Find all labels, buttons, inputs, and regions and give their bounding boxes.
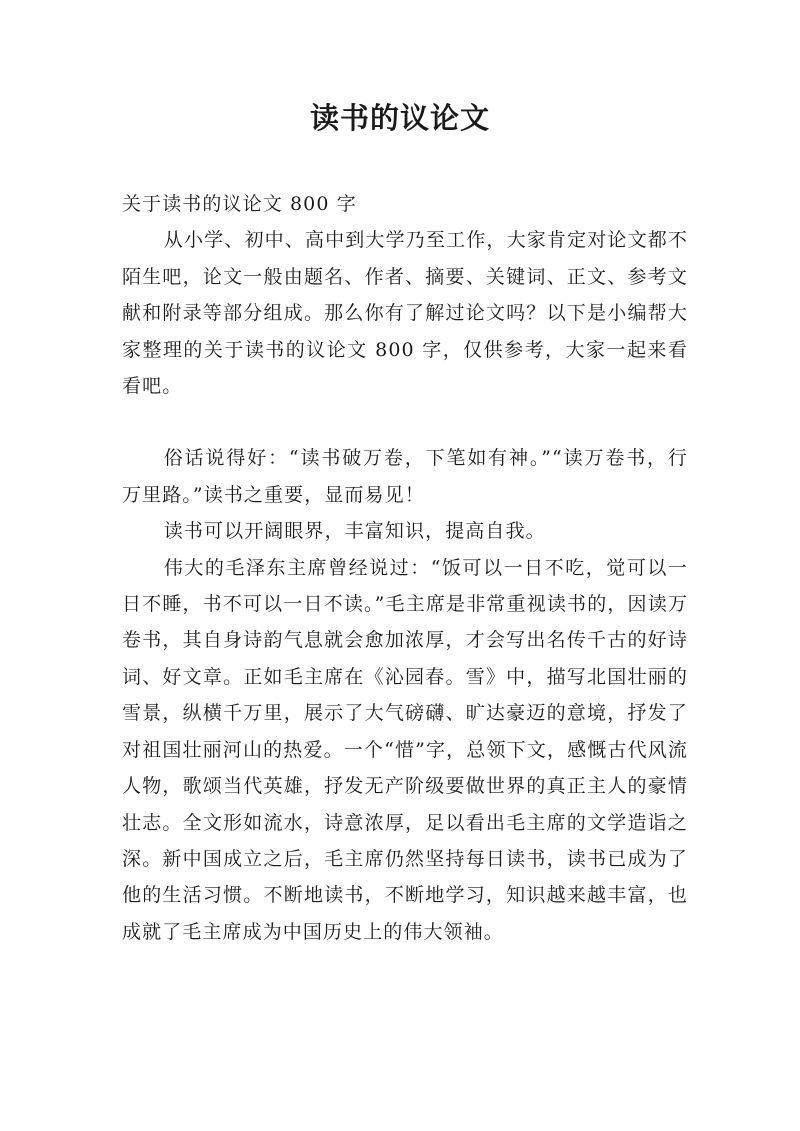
document-body: [122, 186, 688, 950]
paragraph-gap: [122, 404, 688, 440]
paragraph-proverb: 俗话说得好：“读书破万卷，下笔如有神。”“读万卷书，行万里路。”读书之重要，显而易见！: [122, 447, 688, 506]
paragraph-mao: 伟大的毛泽东主席曾经说过：“饭可以一日不吃，觉可以一日不睡，书不可以一日不读。”毛主席是非常重视读书的，因读万卷书，其自身诗韵气息就会愈加浓厚，才会写出名传千古的好诗词、好文章。正如毛主席在《沁园春。雪》中，描写北国壮丽的雪景，纵横千万里，展示了大气磅礴、旷达豪迈的意境，抒发了对祖国壮丽河山的热爱。一个“惜”字，总领下文，感慨古代风流人物，歌颂当代英雄，抒发无产阶级要做世界的真正主人的豪情壮志。全文形如流水，诗意浓厚，足以看出毛主席的文学造诣之深。新中国成立之后，毛主席仍然坚持每日读书，读书已成为了他的生活习惯。不断地读书，不断地学习，知识越来越丰富，也成就了毛主席成为中国历史上的伟大领袖。: [122, 556, 688, 943]
document-title: 读书的议论文: [309, 101, 490, 135]
document-subtitle: 关于读书的议论文 800 字: [122, 193, 357, 215]
paragraph-benefit: 读书可以开阔眼界，丰富知识，提高自我。: [163, 520, 546, 543]
paragraph-intro: 从小学、初中、高中到大学乃至工作，大家肯定对论文都不陌生吧，论文一般由题名、作者、摘要、关键词、正文、参考文献和附录等部分组成。那么你有了解过论文吗？以下是小编帮大家整理的关于读书的议论文 800 字，仅供参考，大家一起来看看吧。: [122, 229, 688, 398]
